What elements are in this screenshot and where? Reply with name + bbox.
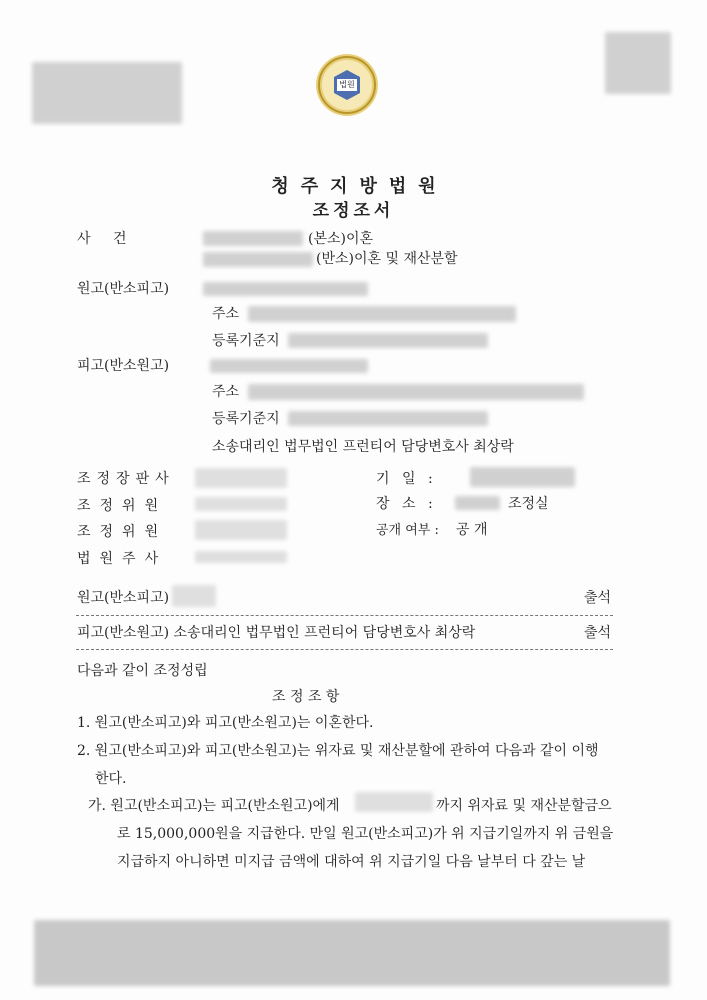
redacted-payment-date: [355, 792, 433, 812]
redacted-plaintiff-address: [248, 306, 516, 322]
plaintiff-registry-label: 등록기준지: [212, 333, 280, 349]
redacted-plaintiff-registry: [288, 333, 488, 348]
judge-label: 조정장판사: [77, 471, 175, 487]
redacted-clerk-name: [195, 551, 287, 563]
clause-2-line-1: 2. 원고(반소피고)와 피고(반소원고)는 위자료 및 재산분할에 관하여 다음과 같이 이행: [77, 743, 599, 759]
attendance-defendant-status: 출석: [584, 625, 612, 641]
defendant-registry-label: 등록기준지: [212, 411, 280, 427]
redacted-place: [455, 496, 500, 510]
redacted-judge-name: [195, 468, 287, 488]
redacted-case-no-2: [203, 252, 313, 267]
case-label: 사 건: [77, 231, 136, 247]
plaintiff-label: 원고(반소피고): [77, 281, 170, 297]
clause-2-line-2: 한다.: [95, 771, 127, 787]
public-value: 공 개: [456, 522, 488, 538]
member1-label: 조정위원: [77, 498, 168, 514]
court-seal-icon: [312, 50, 382, 120]
redacted-plaintiff-name: [203, 282, 368, 296]
redacted-member2-name: [195, 520, 287, 540]
place-value: 조정실: [508, 496, 549, 512]
redacted-case-no: [203, 231, 303, 246]
member2-label: 조정위원: [77, 524, 168, 540]
attendance-defendant: 피고(반소원고) 소송대리인 법무법인 프런티어 담당변호사 최상락: [77, 625, 476, 641]
redacted-member1-name: [195, 497, 287, 511]
attendance-plaintiff-label: 원고(반소피고): [77, 590, 170, 606]
seal-text: 법원: [339, 80, 355, 89]
date-label: 기 일 :: [376, 471, 437, 487]
intro-text: 다음과 같이 조정성립: [77, 663, 208, 679]
redacted-footer: [34, 920, 670, 986]
document-title: 조정조서: [312, 201, 395, 221]
clause-2a-line-2: 로 15,000,000원을 지급한다. 만일 원고(반소피고)가 위 지급기일까지 위 금원을: [117, 826, 614, 842]
redacted-defendant-name: [210, 359, 368, 373]
court-name: 청주지방법원: [271, 176, 448, 197]
place-label: 장 소 :: [376, 496, 437, 512]
clerk-label: 법원주사: [77, 551, 168, 567]
redacted-header-left: [32, 62, 182, 124]
divider-2: [76, 649, 613, 650]
case-line-1: (본소)이혼: [308, 231, 374, 247]
redacted-defendant-registry: [288, 411, 488, 426]
defendant-label: 피고(반소원고): [77, 358, 170, 374]
public-label: 공개 여부 :: [376, 523, 439, 538]
clause-2a-line-3: 지급하지 아니하면 미지급 금액에 대하여 위 지급기일 다음 날부터 다 갚는 날: [117, 854, 586, 870]
defendant-address-label: 주소: [212, 384, 240, 400]
redacted-defendant-address: [248, 384, 584, 400]
redacted-header-right: [605, 32, 671, 94]
clause-2a-line-1-post: 까지 위자료 및 재산분할금으: [436, 798, 612, 814]
redacted-date: [470, 467, 575, 487]
divider-1: [76, 615, 613, 616]
section-title: 조 정 조 항: [272, 689, 340, 705]
defendant-attorney: 소송대리인 법무법인 프런티어 담당변호사 최상락: [212, 439, 514, 455]
clause-2a-line-1-pre: 가. 원고(반소피고)는 피고(반소원고)에게: [88, 798, 340, 814]
case-line-2: (반소)이혼 및 재산분할: [316, 251, 458, 267]
clause-1: 1. 원고(반소피고)와 피고(반소원고)는 이혼한다.: [77, 715, 374, 731]
attendance-plaintiff-status: 출석: [584, 590, 612, 606]
redacted-attendance-plaintiff: [172, 585, 216, 607]
plaintiff-address-label: 주소: [212, 306, 240, 322]
